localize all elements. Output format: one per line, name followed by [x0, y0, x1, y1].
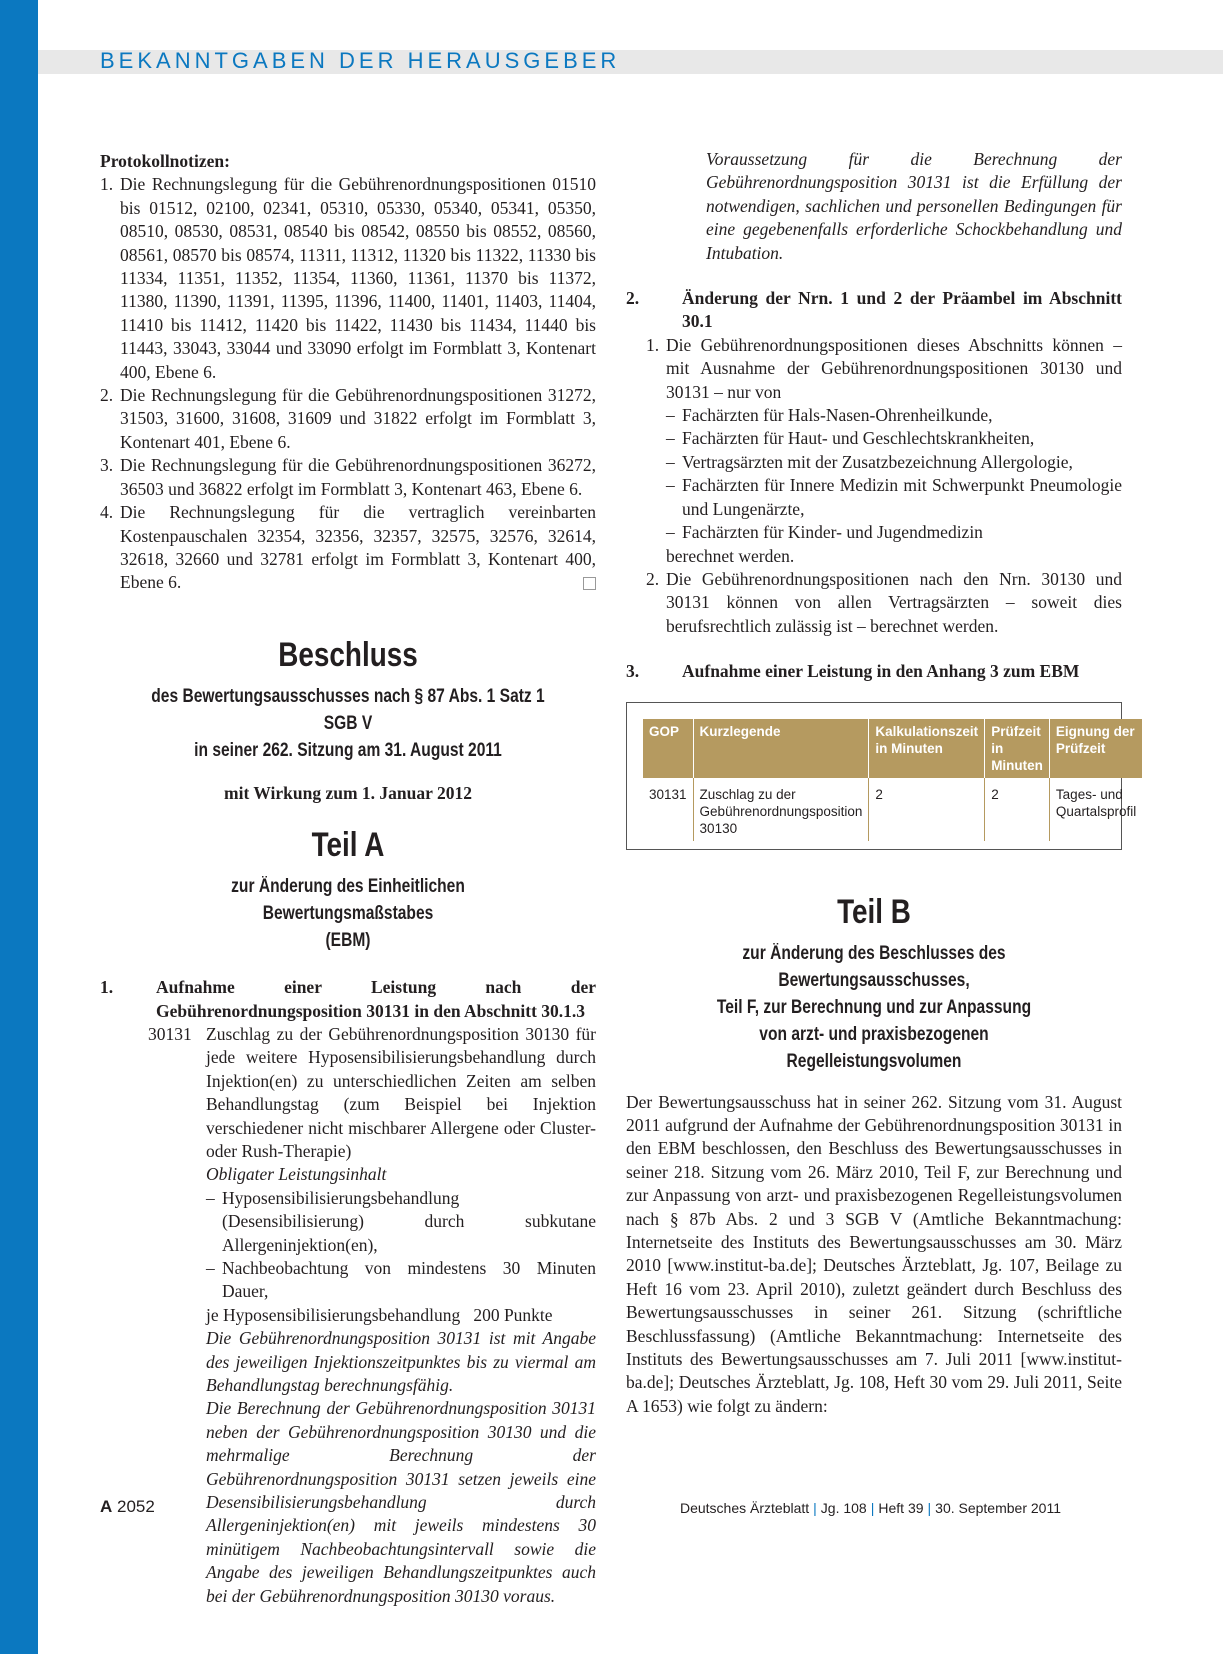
right-column: [626, 148, 1137, 1418]
dash-item: – Fachärzten für Hals-Nasen-Ohrenheilkunde,: [666, 404, 1122, 427]
item-text: Die Rechnungslegung für die vertraglich vereinbarten Kostenpauschalen 32354, 32356, 32357, 32575, 32576, 32614, 32618, 32660 und 32781 erfolgt im Formblatt 3, Kontenart 400, Ebene 6.: [120, 502, 596, 593]
protokoll-item: [100, 501, 596, 595]
section-1-heading: [100, 976, 596, 1023]
column-header: GOP: [643, 719, 693, 778]
teil-b-title: Teil B: [837, 892, 911, 931]
table-cell: Tages- und Quartalsprofil: [1049, 778, 1142, 841]
section-3-heading: [626, 660, 1122, 683]
dash-text: Vertragsärzten mit der Zusatzbezeichnung Allergologie,: [682, 451, 1073, 472]
table-row: [643, 778, 1142, 841]
praeambel-text: Die Gebührenordnungspositionen nach den Nrn. 30130 und 30131 können von allen Vertragsärzten – soweit dies berufsrechtlich zulässig ist – berechnet werden.: [666, 568, 1122, 636]
beschluss-subtitle-2: in seiner 262. Sitzung am 31. August 2011: [194, 739, 502, 761]
dash-item: – Fachärzten für Innere Medizin mit Schwerpunkt Pneumologie und Lungenärzte,: [666, 474, 1122, 521]
journal-volume: Jg. 108: [820, 1500, 867, 1516]
note-3: Voraussetzung für die Berechnung der Gebührenordnungsposition 30131 ist die Erfüllung der notwendigen, sachlichen und personellen Bedingungen für eine gegebenenfalls erforderliche Schockbehandlung und Intubation.: [706, 149, 1122, 263]
item-number: 1.: [100, 174, 114, 195]
teil-b-subtitle-1: zur Änderung des Beschlusses des Bewertungsausschusses,: [742, 942, 1006, 991]
item-text: Die Rechnungslegung für die Gebührenordnungspositionen 01510 bis 01512, 02100, 02341, 05310, 05330, 05340, 05341, 05350, 08510, 08530, 08531, 08540 bis 08542, 08550 bis 08552, 08560, 08561, 08570 bis 08574, 11311, 11312, 11320 bis 11322, 11330 bis 11334, 11351, 11352, 11354, 11360, 11361, 11370 bis 11372, 11380, 11390, 11391, 11395, 11396, 11400, 11401, 11403, 11404, 11410 bis 11412, 11420 bis 11422, 11430 bis 11434, 11440 bis 11443, 33043, 33044 und 33090 erfolgt im Formblatt 3, Kontenart 400, Ebene 6.: [120, 174, 596, 382]
journal-footer: Deutsches Ärzteblatt | Jg. 108 | Heft 39 | 30. September 2011: [679, 1500, 1061, 1516]
section-title: Aufnahme einer Leistung in den Anhang 3 zum EBM: [682, 661, 1080, 682]
dash-text: Nachbeobachtung von mindestens 30 Minuten Dauer,: [222, 1258, 596, 1302]
teil-b-subtitle-2: Teil F, zur Berechnung und zur Anpassung: [716, 996, 1032, 1018]
gop-description: Zuschlag zu der Gebührenordnungsposition 30130 für jede weitere Hyposensibilisierungsbehandlung durch Injektion(en) zu unterschiedlichen Zeiten am selben Behandlungstag (zum Beispiel bei Injektion verschiedener nicht mischbarer Allergene oder Cluster- oder Rush-Therapie): [206, 1023, 596, 1161]
journal-issue: Heft 39: [878, 1500, 924, 1516]
section-title: Aufnahme einer Leistung nach der Gebührenordnungsposition 30131 in den Abschnitt 30.1.3: [156, 977, 596, 1021]
teil-b-subtitle-3: von arzt- und praxisbezogenen Regelleistungsvolumen: [759, 1023, 989, 1072]
item-text: Die Rechnungslegung für die Gebührenordnungspositionen 36272, 36503 und 36822 erfolgt im Formblatt 3, Kontenart 463, Ebene 6.: [120, 455, 596, 499]
table-cell: 30131: [649, 786, 687, 802]
note-2: Die Berechnung der Gebührenordnungsposition 30131 neben der Gebührenordnungsposition 30130 und die mehrmalige Berechnung der Gebührenordnungsposition 30131 setzen jeweils eine Desensibilisierungsbehandlung durch Allergeninjektion(en) mit jeweils mindestens 30 minütigem Nachbeobachtungsintervall sowie die Angabe des jeweiligen Behandlungszeitpunktes auch bei der Gebührenordnungsposition 30130 voraus.: [206, 1398, 596, 1606]
points-line: [206, 1304, 596, 1327]
dash-text: Fachärzten für Hals-Nasen-Ohrenheilkunde,: [682, 405, 993, 426]
table-header-row: [643, 719, 1142, 778]
page-number: [100, 1497, 155, 1517]
page-num: 2052: [117, 1497, 155, 1516]
teil-a-subtitle-2: (EBM): [325, 930, 371, 952]
section-number: 2.: [626, 288, 640, 309]
praeambel-text: Die Gebührenordnungspositionen dieses Abschnitts können – mit Ausnahme der Gebührenordnungspositionen 30130 und 30131 – nur von: [666, 334, 1122, 402]
column-header: Kurzlegende: [693, 719, 869, 778]
table-box: [626, 702, 1137, 850]
protokoll-item: [100, 173, 596, 384]
obligat-label: Obligater Leistungsinhalt: [206, 1164, 387, 1185]
praeambel-item: 1. Die Gebührenordnungspositionen dieses Abschnitts können – mit Ausnahme der Gebührenordnungspositionen 30130 und 30131 – nur von – Fachärzten für Hals-Nasen-Ohrenheilkunde, – Fachärzten für Haut- und Geschlechtskrankheiten, – Vertragsärzten mit der Zusatzbezeichnung Allergologie, – Fachärzten für Innere Medizin mit Schwerpunkt Pneumologie und Lungenärzte, – Fachärzten für Kinder- und Jugendmedizin berechnet werden.: [646, 334, 1122, 568]
dash-text: Fachärzten für Haut- und Geschlechtskrankheiten,: [682, 428, 1035, 449]
blue-sidebar: [0, 0, 38, 1654]
section-number: 3.: [626, 661, 640, 682]
section-title: Änderung der Nrn. 1 und 2 der Präambel im Abschnitt 30.1: [682, 288, 1122, 332]
journal-date: 30. September 2011: [935, 1500, 1061, 1516]
item-number: 3.: [100, 455, 114, 476]
dash-item: – Fachärzten für Kinder- und Jugendmedizin: [666, 521, 1122, 544]
gop-code: 30131: [148, 1023, 192, 1044]
table-cell: 2: [985, 778, 1050, 841]
beschluss-subtitle-1: des Bewertungsausschusses nach § 87 Abs. 1 Satz 1 SGB V: [151, 685, 545, 734]
item-number: 2.: [100, 385, 114, 406]
dash-item: – Vertragsärzten mit der Zusatzbezeichnung Allergologie,: [666, 451, 1122, 474]
protokoll-item: [100, 454, 596, 501]
item-number: 4.: [100, 502, 114, 523]
column-header: Prüfzeit in Minuten: [985, 719, 1050, 778]
table-cell: Zuschlag zu der Gebührenordnungsposition 30130: [693, 778, 869, 841]
teil-b-body: Der Bewertungsausschuss hat in seiner 262. Sitzung vom 31. August 2011 aufgrund der Aufnahme der Gebührenordnungsposition 30131 in den EBM beschlossen, den Beschluss des Bewertungsausschusses in seiner 218. Sitzung vom 26. März 2010, Teil F, zur Berechnung und zur Anpassung von arzt- und praxisbezogenen Regelleistungsvolumen nach § 87b Abs. 2 und 3 SGB V (Amtliche Bekanntmachung: Internetseite des Instituts des Bewertungsausschusses am 30. März 2010 [www.institut-ba.de]; Deutsches Ärzteblatt, Jg. 107, Beilage zu Heft 16 vom 23. April 2010), zuletzt geändert durch Beschluss des Bewertungsausschusses in seiner 261. Sitzung (schriftliche Beschlussfassung) (Amtliche Bekanntmachung: Internetseite des Instituts des Bewertungsausschusses am 7. Juli 2011 [www.institut-ba.de]; Deutsches Ärzteblatt, Jg. 108, Heft 30 vom 29. Juli 2011, Seite A 1653) wie folgt zu ändern:: [626, 1091, 1122, 1416]
points-value: 200 Punkte: [473, 1304, 553, 1325]
section-number: 1.: [100, 977, 114, 998]
teil-a-title: Teil A: [311, 826, 385, 865]
section-2-heading: [626, 287, 1122, 334]
left-column: [100, 150, 596, 1608]
dash-item: – Hyposensibilisierungsbehandlung (Desensibilisierung) durch subkutane Allergeninjektion(en),: [206, 1187, 596, 1257]
journal-name: Deutsches Ärzteblatt: [679, 1500, 810, 1516]
page-header-title: BEKANNTGABEN DER HERAUSGEBER: [100, 48, 621, 73]
praeambel-item: 2. Die Gebührenordnungspositionen nach den Nrn. 30130 und 30131 können von allen Vertragsärzten – soweit dies berufsrechtlich zulässig ist – berechnet werden.: [646, 568, 1122, 638]
table-cell: 2: [869, 778, 985, 841]
column-header: Eignung der Prüfzeit: [1049, 719, 1142, 778]
wirkung-line: mit Wirkung zum 1. Januar 2012: [224, 782, 472, 803]
end-mark-icon: [583, 577, 596, 590]
gop-entry: [148, 1023, 596, 1608]
dash-text: Hyposensibilisierungsbehandlung (Desensibilisierung) durch subkutane Allergeninjektion(en),: [222, 1187, 596, 1255]
beschluss-title: Beschluss: [278, 635, 418, 674]
column-header: Kalkulationszeit in Minuten: [869, 719, 985, 778]
je-label: je Hyposensibilisierungsbehandlung: [206, 1304, 461, 1325]
note-1: Die Gebührenordnungsposition 30131 ist mit Angabe des jeweiligen Injektionszeitpunktes bis zu viermal am Behandlungstag berechnungsfähig.: [206, 1328, 596, 1396]
anhang-table: [643, 719, 1142, 841]
dash-item: – Nachbeobachtung von mindestens 30 Minuten Dauer,: [206, 1257, 596, 1304]
protokoll-title: Protokollnotizen:: [100, 151, 230, 171]
praeambel-end: berechnet werden.: [666, 545, 795, 566]
dash-text: Fachärzten für Innere Medizin mit Schwerpunkt Pneumologie und Lungenärzte,: [682, 475, 1122, 519]
teil-a-subtitle-1: zur Änderung des Einheitlichen Bewertungsmaßstabes: [231, 876, 465, 925]
protokoll-item: [100, 384, 596, 454]
page-prefix: A: [100, 1497, 113, 1516]
dash-text: Fachärzten für Kinder- und Jugendmedizin: [682, 522, 983, 543]
item-text: Die Rechnungslegung für die Gebührenordnungspositionen 31272, 31503, 31600, 31608, 31609 und 31822 erfolgt im Formblatt 3, Kontenart 401, Ebene 6.: [120, 385, 596, 452]
dash-item: – Fachärzten für Haut- und Geschlechtskrankheiten,: [666, 427, 1122, 450]
